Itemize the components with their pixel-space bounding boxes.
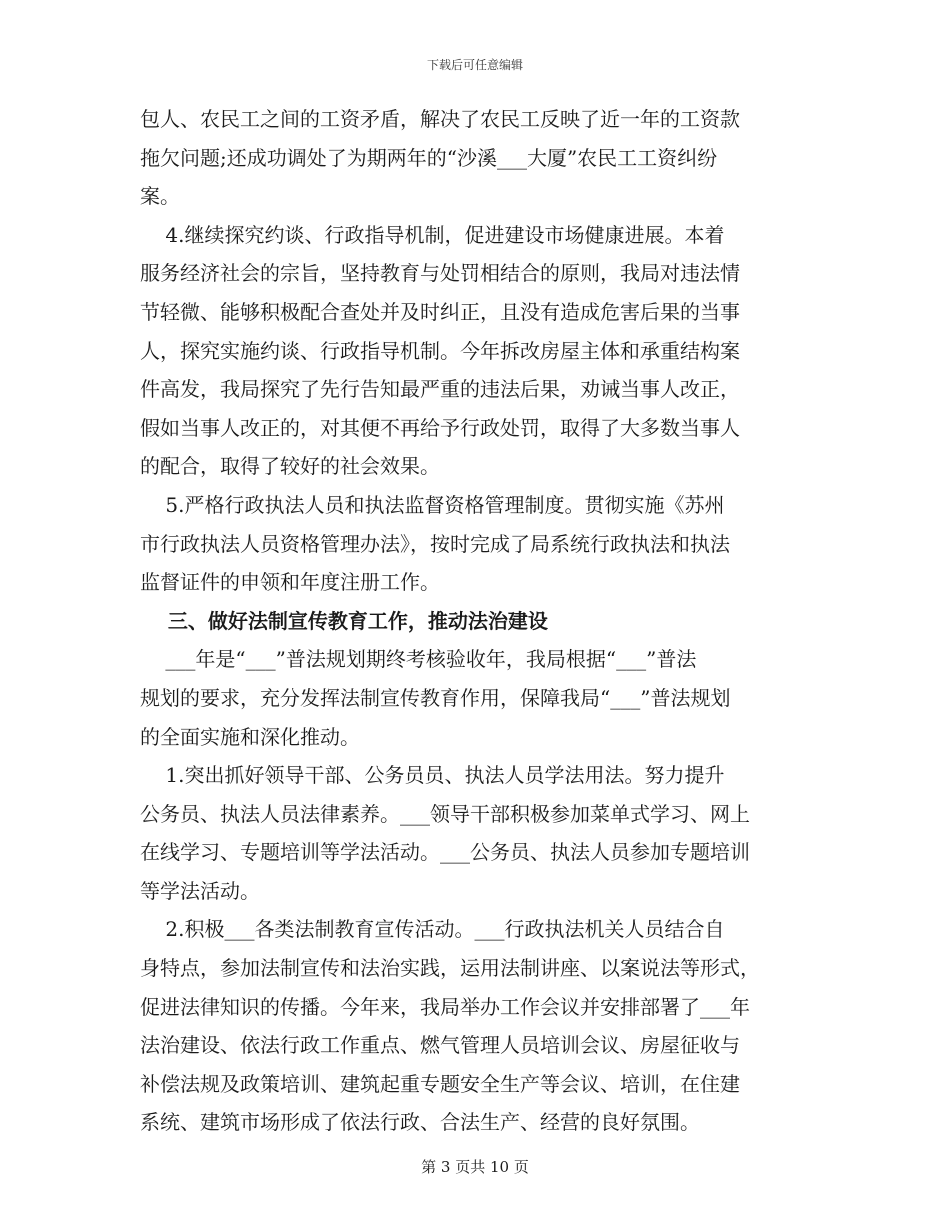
text-line: 促进法律知识的传播。今年来，我局举办工作会议并安排部署了___年 (140, 994, 750, 1019)
text-line: 节轻微、能够积极配合查处并及时纠正，且没有造成危害后果的当事 (140, 299, 740, 324)
text-line: 包人、农民工之间的工资矛盾，解决了农民工反映了近一年的工资款 (140, 107, 740, 131)
text-line: 人，探究实施约谈、行政指导机制。今年拆改房屋主体和承重结构案 (140, 338, 740, 363)
text-line: 系统、建筑市场形成了依法行政、合法生产、经营的良好氛围。 (140, 1110, 700, 1135)
text-line: ___年是“___”普法规划期终考核验收年，我局根据“___”普法 (140, 647, 697, 672)
text-line: 的全面实施和深化推动。 (140, 724, 360, 749)
page-number: 第 3 页共 10 页 (421, 1158, 529, 1176)
text-line: 假如当事人改正的，对其便不再给予行政处罚，取得了大多数当事人 (140, 415, 740, 440)
text-line: 等学法活动。 (140, 878, 260, 903)
text-line: 补偿法规及政策培训、建筑起重专题安全生产等会议、培训，在住建 (140, 1071, 740, 1096)
text-line: 监督证件的申领和年度注册工作。 (140, 570, 440, 595)
text-line: 1.突出抓好领导干部、公务员员、执法人员学法用法。努力提升 (140, 763, 725, 788)
text-line: 公务员、执法人员法律素养。___领导干部积极参加菜单式学习、网上 (140, 801, 750, 826)
page-header: 下载后可任意编辑 (426, 58, 523, 72)
text-line: 服务经济社会的宗旨，坚持教育与处罚相结合的原则，我局对违法情 (140, 261, 740, 286)
text-line: 件高发，我局探究了先行告知最严重的违法后果，劝诫当事人改正， (140, 377, 740, 402)
document-body (140, 100, 820, 1142)
text-line: 身特点，参加法制宣传和法治实践，运用法制讲座、以案说法等形式， (140, 956, 760, 981)
section-heading: 三、做好法制宣传教育工作，推动法治建设 (140, 608, 548, 633)
text-line: 4.继续探究约谈、行政指导机制，促进建设市场健康进展。本着 (140, 222, 725, 247)
text-line: 在线学习、专题培训等学法活动。___公务员、执法人员参加专题培训 (140, 840, 750, 865)
text-line: 规划的要求，充分发挥法制宣传教育作用，保障我局“___”普法规划 (140, 685, 731, 710)
text-line: 5.严格行政执法人员和执法监督资格管理制度。贯彻实施《苏州 (140, 492, 725, 517)
text-line: 的配合，取得了较好的社会效果。 (140, 454, 440, 479)
text-line: 拖欠问题;还成功调处了为期两年的“沙溪___大厦”农民工工资纠纷 (140, 145, 718, 170)
text-line: 法治建设、依法行政工作重点、燃气管理人员培训会议、房屋征收与 (140, 1033, 740, 1058)
text-line: 2.积极___各类法制教育宣传活动。___行政执法机关人员结合自 (140, 917, 725, 942)
text-line: 市行政执法人员资格管理办法》，按时完成了局系统行政执法和执法 (140, 531, 730, 556)
text-line: 案。 (140, 184, 180, 209)
